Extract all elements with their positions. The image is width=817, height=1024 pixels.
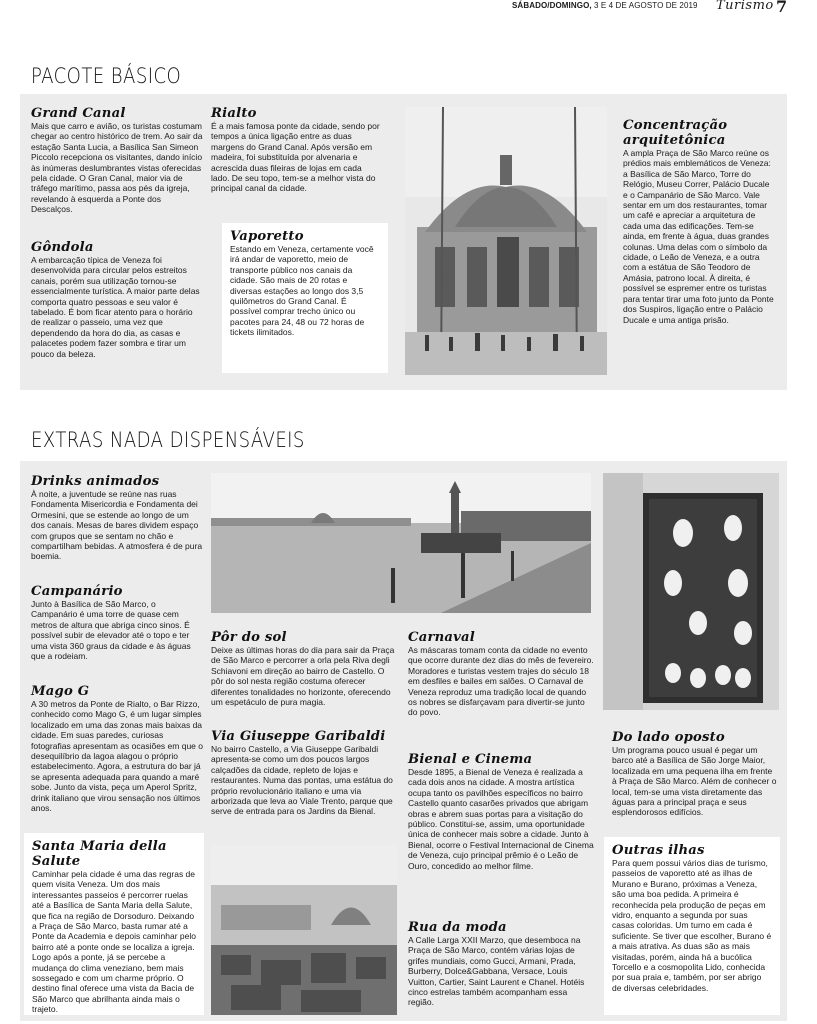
article-garibaldi	[211, 729, 397, 817]
article-title: Vaporetto	[230, 229, 304, 244]
photo-lagoon-panorama	[211, 473, 591, 613]
section-title-pacote: PACOTE BÁSICO	[31, 64, 182, 88]
article-carnaval	[408, 630, 594, 718]
article-body: Um programa pouco usual é pegar um barco até a Basílica de São Jorge Maior, localizada em uma pequena ilha em frente à Praça de São Marco. Além de conhecer o local, tem-se uma vista diretamente das águas para a principal praça e seus esplendorosos edifícios.	[612, 745, 777, 818]
article-title: Drinks animados	[31, 474, 160, 489]
article-title: Rialto	[211, 106, 257, 121]
header-section: Turismo	[716, 0, 774, 13]
article-body: Para quem possui vários dias de turismo, passeios de vaporetto até as ilhas de Murano e Burano, próximas a Veneza, são uma boa pedida. A primeira é reconhecida pela produção de peças em vidro, enquanto a segunda por suas casas coloridas. Um turno em cada é suficiente. Se tiver que escolher, Burano é a mais atrativa. As duas são as mais visitadas, porém, ainda há a bucólica Torcello e a cosmopolita Lido, conhecida por sua praia e, também, por ser abrigo de diversas celebridades.	[612, 858, 772, 993]
article-santa-maria-salute	[24, 833, 204, 1015]
article-title: Do lado oposto	[612, 730, 725, 745]
article-grand-canal	[31, 106, 203, 215]
article-body: Estando em Veneza, certamente você irá andar de vaporetto, meio de transporte público nos canais da cidade. São mais de 20 rotas e diversas estações ao longo dos 3,5 quilômetros do Grand Canal. É possível comprar trecho único ou pacotes para 24, 48 ou 72 horas de tickets ilimitados.	[230, 244, 374, 338]
article-vaporetto	[222, 223, 388, 373]
article-title: Concentração arquitetônica	[623, 118, 728, 148]
article-title: Grand Canal	[31, 106, 126, 121]
article-rialto	[211, 106, 381, 194]
article-title: Pôr do sol	[211, 630, 287, 645]
article-rua-da-moda	[408, 920, 594, 1008]
article-title: Gôndola	[31, 240, 94, 255]
article-title: Mago G	[31, 684, 90, 699]
article-body: Caminhar pela cidade é uma das regras de quem visita Veneza. Um dos mais interessantes passeios é percorrer ruelas até a Basílica de Santa Maria della Salute, que fica na região de Dorsoduro. Deixando a Praça de São Marco, basta rumar até a Ponte da Academia e depois caminhar pelo bairro até a ponte onde se localiza a igreja. Logo após a ponte, já se percebe a mudança do clima veneziano, bem mais sossegado e com um charme próprio. O destino final oferece uma vista da Bacia de São Marco que abrilhanta ainda mais o trajeto.	[32, 869, 196, 1015]
article-body: No bairro Castello, a Via Giuseppe Garibaldi apresenta-se como um dos poucos largos calçadões da cidade, repleto de lojas e restaurantes. Numa das pontas, uma estátua do próprio revolucionário italiano e uma via arborizada que leva ao Viale Trento, parque que serve de entrada para os Jardins da Bienal.	[211, 744, 393, 817]
article-title: Rua da moda	[408, 920, 507, 935]
article-drinks	[31, 474, 203, 562]
photo-basilica-san-marco	[405, 107, 607, 375]
article-body: A Calle Larga XXII Marzo, que desemboca na Praça de São Marco, contém várias lojas de grifes mundiais, como Gucci, Armani, Prada, Burberry, Dolce&Gabbana, Versace, Louis Vuitton, Cartier, Saint Laurent e Chanel. Hotéis cinco estrelas também acompanham essa região.	[408, 935, 585, 1008]
article-body: À noite, a juventude se reúne nas ruas Fondamenta Misericordia e Fondamenta dei Ormesini, que se estende ao longo de um dos canais. Mesas de bares dividem espaço com grupos que se sentam no chão e compartilham bebidas. A atmosfera é de pura boemia.	[31, 489, 203, 562]
article-body: É a mais famosa ponte da cidade, sendo por tempos a única ligação entre as duas margens do Grand Canal. Após versão em madeira, foi substituída por alvenaria e acrescida duas fileiras de lojas em cada lado. De seu topo, tem-se a melhor vista do principal canal da cidade.	[211, 121, 380, 194]
article-por-do-sol	[211, 630, 397, 707]
article-title: Santa Maria della Salute	[32, 839, 167, 869]
section-title-extras: EXTRAS NADA DISPENSÁVEIS	[31, 428, 305, 452]
header-date: SÁBADO/DOMINGO, 3 E 4 DE AGOSTO DE 2019	[512, 1, 698, 10]
article-body: Mais que carro e avião, os turistas costumam chegar ao centro histórico de trem. Ao sair da estação Santa Lucia, a Basílica San Simeon Piccolo recepciona os visitantes, dando início às inúmeras deslumbrantes vistas oferecidas pela cidade. O Gran Canal, maior via de tráfego marítimo, passa aos pés da igreja, revelando à esquerda a Ponte dos Descalços.	[31, 121, 203, 215]
article-body: A 30 metros da Ponte de Rialto, o Bar Rizzo, conhecido como Mago G, é um lugar simples localizado em uma das zonas mais baixas da cidade. Em suas paredes, curiosas fotografias apresentam as ocasiões em que o desequilíbrio da lagoa alagou o próprio estabelecimento. Agora, a estrutura do bar já se apresenta adequada para quando a maré sobe. Junto da vista, peça um Aperol Spritz, drink italiano que virou sensação nos últimos anos.	[31, 699, 203, 814]
article-mago-g	[31, 684, 203, 813]
article-title: Outras ilhas	[612, 843, 705, 858]
article-title: Bienal e Cinema	[408, 752, 533, 767]
photo-salute-aerial	[211, 845, 397, 1015]
article-body: Deixe as últimas horas do dia para sair da Praça de São Marco e percorrer a orla pela Riva degli Schiavoni em direção ao bairro de Castello. O pôr do sol nesta região costuma oferecer diferentes tonalidades no horizonte, oferecendo um espetáculo de pura magia.	[211, 645, 395, 708]
article-body: A embarcação típica de Veneza foi desenvolvida para circular pelos estreitos canais, porém sua utilização tornou-se essencialmente turística. A maior parte delas comporta quatro pessoas e seu valor é tabelado. É bom ficar atento para o horário de realizar o passeio, uma vez que dependendo da hora do dia, as casas e palacetes podem fazer sombra e tirar um pouco da beleza.	[31, 255, 200, 359]
article-campanario	[31, 584, 203, 661]
article-outras-ilhas	[604, 837, 780, 1015]
article-body: A ampla Praça de São Marco reúne os prédios mais emblemáticos de Veneza: a Basílica de São Marco, Torre do Relógio, Museu Correr, Palácio Ducale e o Campanário de São Marco. Vale sentar em um dos restaurantes, tomar um café e apreciar a arquitetura de cada uma das edificações. Tem-se ainda, em frente à água, duas grandes colunas. Uma delas com o símbolo da cidade, o Leão de Veneza, e a outra com a estátua de São Teodoro de Amásia, patrono local. À direita, é possível se espremer entre os turistas para tentar tirar uma foto junto da Ponte dos Suspiros, ligação entre o Palácio Ducale e uma antiga prisão.	[623, 148, 774, 325]
article-title: Carnaval	[408, 630, 475, 645]
article-bienal	[408, 752, 594, 871]
article-lado-oposto	[612, 730, 778, 818]
article-body: Desde 1895, a Bienal de Veneza é realizada a cada dois anos na cidade. A mostra artística ocupa tanto os pavilhões específicos no bairro Castello quanto casarões privados que abrigam obras e abrem suas portas para a visitação do público. Constitui-se, assim, uma oportunidade única de conhecer mais sobre a cidade. Junto à Bienal, ocorre o Festival Internacional de Cinema de Veneza, cujo principal prêmio é o Leão de Ouro, concedido ao melhor filme.	[408, 767, 594, 871]
page-number: 7	[776, 0, 788, 16]
page-header	[0, 0, 817, 16]
article-concentracao	[623, 118, 775, 325]
article-title: Via Giuseppe Garibaldi	[211, 729, 386, 744]
article-gondola	[31, 240, 203, 359]
article-body: Junto à Basílica de São Marco, o Campanário é uma torre de quase cem metros de altura que abriga cinco sinos. É possível subir de elevador até o topo e ter uma vista 360 graus da cidade e às águas que a rodeiam.	[31, 599, 191, 662]
article-body: As máscaras tomam conta da cidade no evento que ocorre durante dez dias do mês de fevereiro. Moradores e turistas vestem trajes do século 18 em desfiles e bailes em salões. O Carnaval de Veneza reproduz uma tradição local de quando os nobres se disfarçavam para divertir-se junto do povo.	[408, 645, 594, 718]
photo-carnival-masks	[603, 473, 779, 710]
article-title: Campanário	[31, 584, 123, 599]
